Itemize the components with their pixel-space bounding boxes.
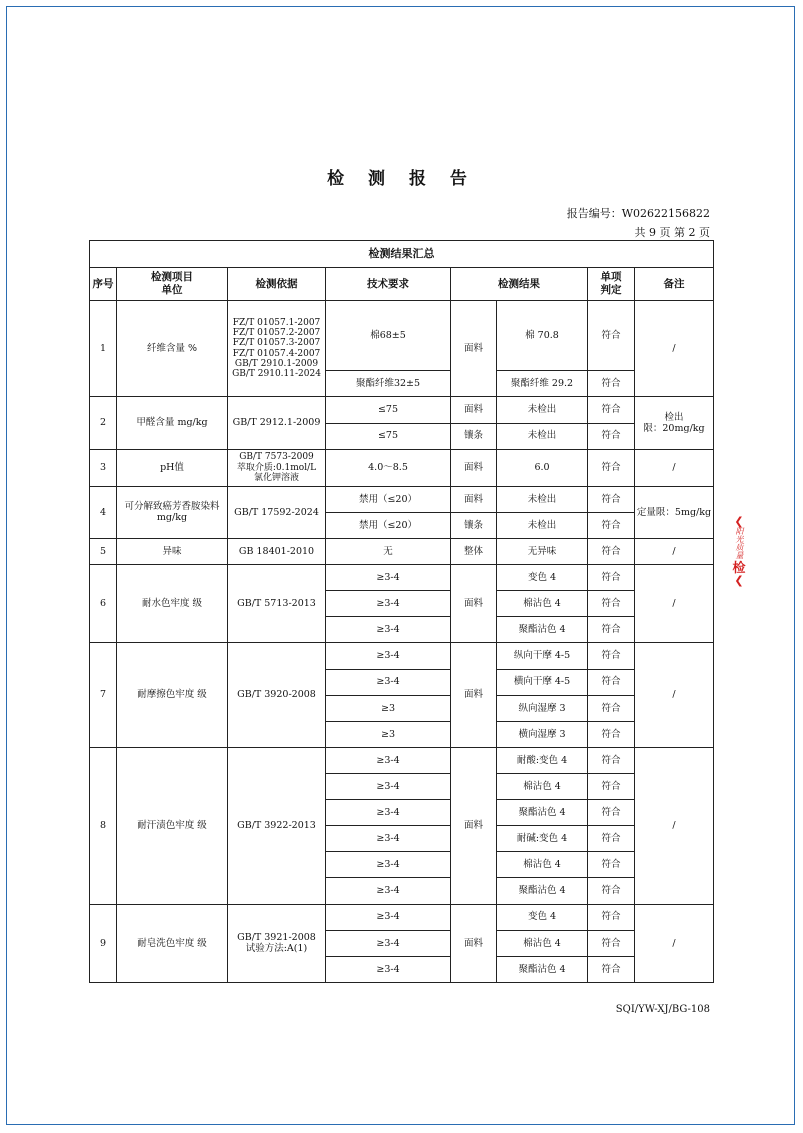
cell-basis (228, 904, 326, 982)
cell-result: 聚酯沾色 4 (497, 878, 588, 904)
cell-result: 耐碱:变色 4 (497, 826, 588, 852)
cell-requirement: 4.0～8.5 (326, 449, 451, 486)
basis-line: GB/T 3921-2008 (237, 931, 316, 943)
item-line: 可分解致癌芳香胺染料 (124, 501, 220, 512)
header-result: 检测结果 (451, 268, 588, 301)
header-judgement (588, 268, 635, 301)
cell-requirement: 棉68±5 (326, 301, 451, 371)
cell-seq: 4 (90, 486, 117, 538)
cell-item: 耐汗渍色牢度 级 (117, 747, 228, 904)
cell-result: 未检出 (497, 423, 588, 449)
table-row (90, 539, 714, 565)
cell-seq: 7 (90, 643, 117, 747)
seal-mark-bottom: ❮ (734, 574, 744, 587)
cell-remark: / (635, 301, 714, 397)
cell-basis: GB/T 3920-2008 (228, 643, 326, 747)
page-indicator: 共 9 页 第 2 页 (634, 226, 710, 239)
cell-requirement: ≥3-4 (326, 747, 451, 773)
cell-basis: GB 18401-2010 (228, 539, 326, 565)
cell-basis: GB/T 3922-2013 (228, 747, 326, 904)
cell-seq: 6 (90, 565, 117, 643)
cell-result: 聚酯沾色 4 (497, 800, 588, 826)
header-judgement-line2: 判定 (600, 284, 622, 296)
cell-result: 横向干摩 4-5 (497, 669, 588, 695)
cell-result: 未检出 (497, 486, 588, 512)
cell-requirement: ≤75 (326, 423, 451, 449)
cell-requirement: 禁用（≤20） (326, 486, 451, 512)
cell-judgement: 符合 (588, 512, 635, 538)
cell-judgement: 符合 (588, 591, 635, 617)
header-item (117, 268, 228, 301)
seal-mark-top: ❮ (734, 515, 744, 528)
cell-judgement: 符合 (588, 643, 635, 669)
cell-seq: 5 (90, 539, 117, 565)
cell-result: 变色 4 (497, 904, 588, 930)
cell-result: 横向湿摩 3 (497, 721, 588, 747)
cell-result: 变色 4 (497, 565, 588, 591)
cell-requirement: ≥3-4 (326, 878, 451, 904)
cell-judgement: 符合 (588, 449, 635, 486)
cell-result: 聚酯沾色 4 (497, 617, 588, 643)
cell-result: 未检出 (497, 397, 588, 423)
cell-requirement: 禁用（≤20） (326, 512, 451, 538)
table-row (90, 397, 714, 423)
footer-code: SQI/YW-XJ/BG-108 (615, 1004, 710, 1015)
cell-item (117, 486, 228, 538)
cell-judgement: 符合 (588, 773, 635, 799)
cell-result: 棉沾色 4 (497, 930, 588, 956)
table-row (90, 565, 714, 591)
cell-part: 面料 (451, 449, 497, 486)
header-item-line2: 单位 (161, 284, 183, 296)
cell-item: pH值 (117, 449, 228, 486)
cell-requirement: ≥3 (326, 721, 451, 747)
inspection-seal (731, 516, 747, 616)
cell-remark: / (635, 449, 714, 486)
cell-basis: GB/T 2912.1-2009 (228, 397, 326, 449)
basis-line: 试验方法:A(1) (245, 943, 308, 955)
item-line: mg/kg (156, 512, 188, 524)
basis-line: GB/T 2910.11-2024 (232, 369, 321, 380)
cell-requirement: ≥3-4 (326, 617, 451, 643)
cell-seq: 2 (90, 397, 117, 449)
table-row (90, 449, 714, 486)
cell-judgement: 符合 (588, 956, 635, 982)
cell-seq: 9 (90, 904, 117, 982)
cell-judgement: 符合 (588, 904, 635, 930)
table-row (90, 301, 714, 371)
cell-judgement: 符合 (588, 423, 635, 449)
cell-part: 面料 (451, 301, 497, 397)
cell-result: 6.0 (497, 449, 588, 486)
cell-item: 甲醛含量 mg/kg (117, 397, 228, 449)
cell-remark: / (635, 539, 714, 565)
cell-basis (228, 449, 326, 486)
cell-requirement: ≥3-4 (326, 773, 451, 799)
cell-requirement: ≥3-4 (326, 591, 451, 617)
basis-line: FZ/T 01057.3-2007 (232, 338, 321, 349)
cell-judgement: 符合 (588, 486, 635, 512)
header-seq: 序号 (90, 268, 117, 301)
cell-requirement: ≥3-4 (326, 904, 451, 930)
cell-result: 未检出 (497, 512, 588, 538)
header-basis: 检测依据 (228, 268, 326, 301)
cell-requirement: ≥3-4 (326, 800, 451, 826)
cell-seq: 1 (90, 301, 117, 397)
cell-judgement: 符合 (588, 826, 635, 852)
cell-part: 镶条 (451, 512, 497, 538)
cell-judgement: 符合 (588, 800, 635, 826)
cell-judgement: 符合 (588, 669, 635, 695)
cell-requirement: ≥3-4 (326, 826, 451, 852)
basis-line: GB/T 2910.1-2009 (234, 359, 319, 370)
cell-judgement: 符合 (588, 617, 635, 643)
cell-part: 面料 (451, 747, 497, 904)
header-item-line1: 检测项目 (151, 271, 193, 284)
cell-remark: 定量限：5mg/kg (635, 486, 714, 538)
cell-basis: GB/T 5713-2013 (228, 565, 326, 643)
cell-result: 耐酸:变色 4 (497, 747, 588, 773)
basis-line: 萃取介质:0.1mol/L (236, 462, 317, 473)
cell-remark: / (635, 565, 714, 643)
report-number: 报告编号：W02622156822 (566, 207, 710, 220)
table-row (90, 904, 714, 930)
cell-judgement: 符合 (588, 878, 635, 904)
cell-remark: / (635, 904, 714, 982)
cell-item: 耐水色牢度 级 (117, 565, 228, 643)
cell-requirement: ≥3-4 (326, 930, 451, 956)
cell-seq: 8 (90, 747, 117, 904)
header-requirement: 技术要求 (326, 268, 451, 301)
cell-requirement: 聚酯纤维32±5 (326, 371, 451, 397)
cell-basis: GB/T 17592-2024 (228, 486, 326, 538)
cell-result: 棉沾色 4 (497, 852, 588, 878)
cell-judgement: 符合 (588, 930, 635, 956)
cell-requirement: 无 (326, 539, 451, 565)
cell-part: 面料 (451, 397, 497, 423)
basis-line: FZ/T 01057.4-2007 (232, 348, 321, 359)
seal-big-char: 检 (732, 561, 746, 576)
cell-result: 棉 70.8 (497, 301, 588, 371)
cell-result: 棉沾色 4 (497, 591, 588, 617)
basis-line: FZ/T 01057.2-2007 (232, 328, 321, 339)
remark-line: 限：20mg/kg (643, 423, 705, 435)
cell-result: 纵向干摩 4-5 (497, 643, 588, 669)
cell-basis (228, 301, 326, 397)
cell-part: 面料 (451, 643, 497, 747)
cell-requirement: ≥3-4 (326, 956, 451, 982)
report-title: 检 测 报 告 (327, 169, 476, 189)
cell-judgement: 符合 (588, 539, 635, 565)
cell-part: 镶条 (451, 423, 497, 449)
cell-remark: / (635, 747, 714, 904)
seal-small-text: 阳光质量 (735, 527, 744, 559)
cell-requirement: ≥3-4 (326, 852, 451, 878)
header-judgement-line1: 单项 (600, 271, 622, 284)
table-caption: 检测结果汇总 (90, 241, 714, 268)
cell-item: 耐摩擦色牢度 级 (117, 643, 228, 747)
cell-result: 纵向湿摩 3 (497, 695, 588, 721)
cell-remark (635, 397, 714, 449)
cell-judgement: 符合 (588, 301, 635, 371)
remark-line: 检出 (664, 411, 684, 423)
cell-requirement: ≥3-4 (326, 643, 451, 669)
cell-result: 无异味 (497, 539, 588, 565)
basis-line: GB/T 7573-2009 (239, 452, 314, 463)
cell-item: 耐皂洗色牢度 级 (117, 904, 228, 982)
cell-judgement: 符合 (588, 397, 635, 423)
cell-judgement: 符合 (588, 852, 635, 878)
cell-remark: / (635, 643, 714, 747)
cell-judgement: 符合 (588, 721, 635, 747)
table-row (90, 643, 714, 669)
cell-item: 纤维含量 % (117, 301, 228, 397)
basis-line: 氯化钾溶液 (253, 472, 299, 483)
cell-requirement: ≤75 (326, 397, 451, 423)
header-remark: 备注 (635, 268, 714, 301)
cell-result: 聚酯沾色 4 (497, 956, 588, 982)
cell-part: 面料 (451, 565, 497, 643)
cell-item: 异味 (117, 539, 228, 565)
cell-judgement: 符合 (588, 371, 635, 397)
table-row (90, 747, 714, 773)
cell-judgement: 符合 (588, 747, 635, 773)
cell-part: 整体 (451, 539, 497, 565)
basis-line: FZ/T 01057.1-2007 (232, 317, 321, 328)
cell-part: 面料 (451, 486, 497, 512)
cell-judgement: 符合 (588, 565, 635, 591)
cell-requirement: ≥3-4 (326, 669, 451, 695)
table-row (90, 486, 714, 512)
cell-requirement: ≥3-4 (326, 565, 451, 591)
cell-result: 棉沾色 4 (497, 773, 588, 799)
cell-part: 面料 (451, 904, 497, 982)
cell-judgement: 符合 (588, 695, 635, 721)
cell-requirement: ≥3 (326, 695, 451, 721)
cell-result: 聚酯纤维 29.2 (497, 371, 588, 397)
results-table (89, 240, 714, 983)
cell-seq: 3 (90, 449, 117, 486)
